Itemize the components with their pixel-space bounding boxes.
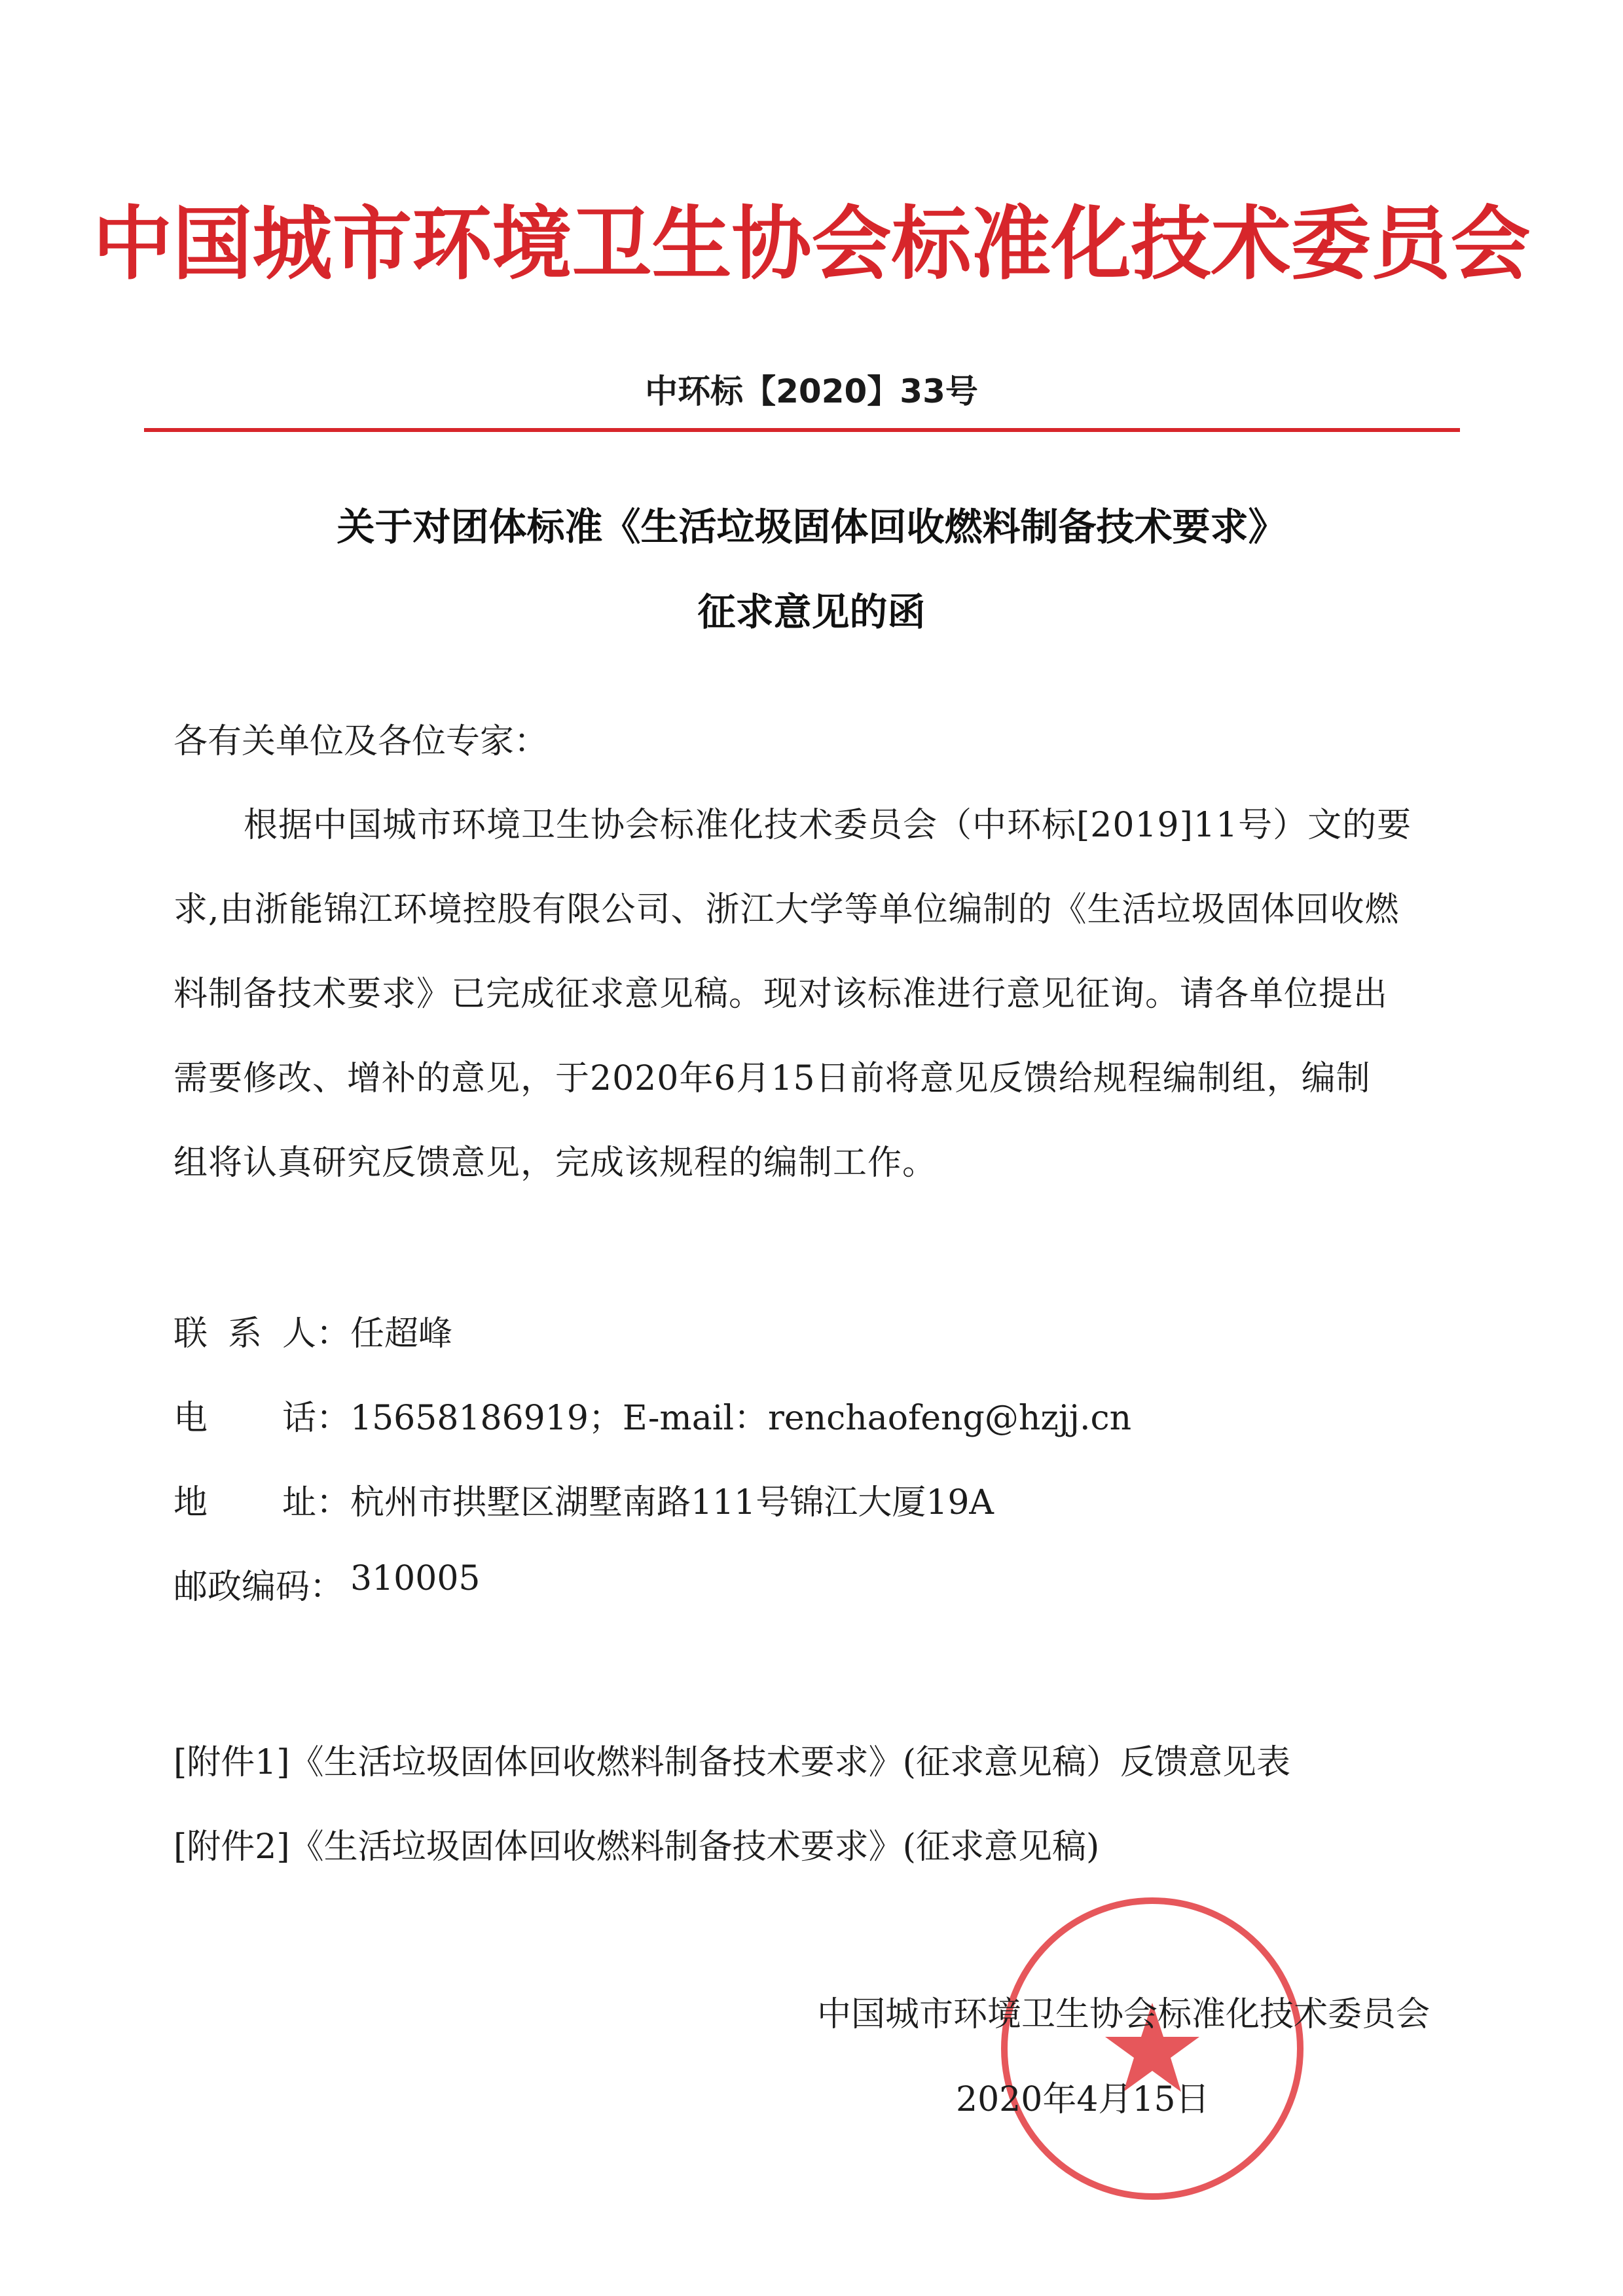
body-paragraph-line: 根据中国城市环境卫生协会标准化技术委员会（中环标[2019]11号）文的要 xyxy=(244,806,1412,845)
body-paragraph-line: 料制备技术要求》已完成征求意见稿。现对该标准进行意见征询。请各单位提出 xyxy=(173,975,1389,1014)
document-title-line-2: 征求意见的函 xyxy=(697,590,926,634)
body-paragraph-line: 求,由浙能锦江环境控股有限公司、浙江大学等单位编制的《生活垃圾固体回收燃 xyxy=(173,890,1400,929)
signature-date: 2020年4月15日 xyxy=(956,2080,1210,2119)
label-char: 址： xyxy=(282,1483,350,1522)
body-paragraph-line: 组将认真研究反馈意见，完成该规程的编制工作。 xyxy=(173,1143,938,1183)
label-char: 人： xyxy=(282,1314,350,1354)
document-number: 中环标【2020】33号 xyxy=(645,372,978,410)
address-value: 杭州市拱墅区湖墅南路111号锦江大厦19A xyxy=(350,1483,994,1522)
attachment-1: [附件1]《生活垃圾固体回收燃料制备技术要求》(征求意见稿）反馈意见表 xyxy=(173,1743,1290,1782)
label-char: 系 xyxy=(227,1314,262,1354)
attachment-2: [附件2]《生活垃圾固体回收燃料制备技术要求》(征求意见稿) xyxy=(173,1827,1100,1867)
postcode-label: 邮政编码： xyxy=(173,1568,344,1607)
label-char: 地 xyxy=(173,1483,208,1522)
header-divider xyxy=(144,428,1460,432)
contact-person-value: 任超峰 xyxy=(350,1314,453,1354)
label-char: 联 xyxy=(173,1314,208,1354)
document-title-line-1: 关于对团体标准《生活垃圾固体回收燃料制备技术要求》 xyxy=(337,505,1286,549)
salutation: 各有关单位及各位专家： xyxy=(173,722,549,761)
label-char: 电 xyxy=(173,1399,208,1438)
address-label xyxy=(173,1475,350,1524)
phone-label xyxy=(173,1390,350,1439)
postcode-value: 310005 xyxy=(350,1559,481,1598)
phone-email-value: 15658186919；E-mail：renchaofeng@hzjj.cn xyxy=(350,1399,1132,1438)
signer-organization: 中国城市环境卫生协会标准化技术委员会 xyxy=(816,1995,1430,2034)
label-char: 话： xyxy=(282,1399,350,1438)
official-seal-icon xyxy=(995,1892,1309,2206)
organization-header: 中国城市环境卫生协会标准化技术委员会 xyxy=(92,198,1531,291)
body-paragraph-line: 需要修改、增补的意见，于2020年6月15日前将意见反馈给规程编制组，编制 xyxy=(173,1059,1371,1098)
contact-person-label xyxy=(173,1306,350,1355)
